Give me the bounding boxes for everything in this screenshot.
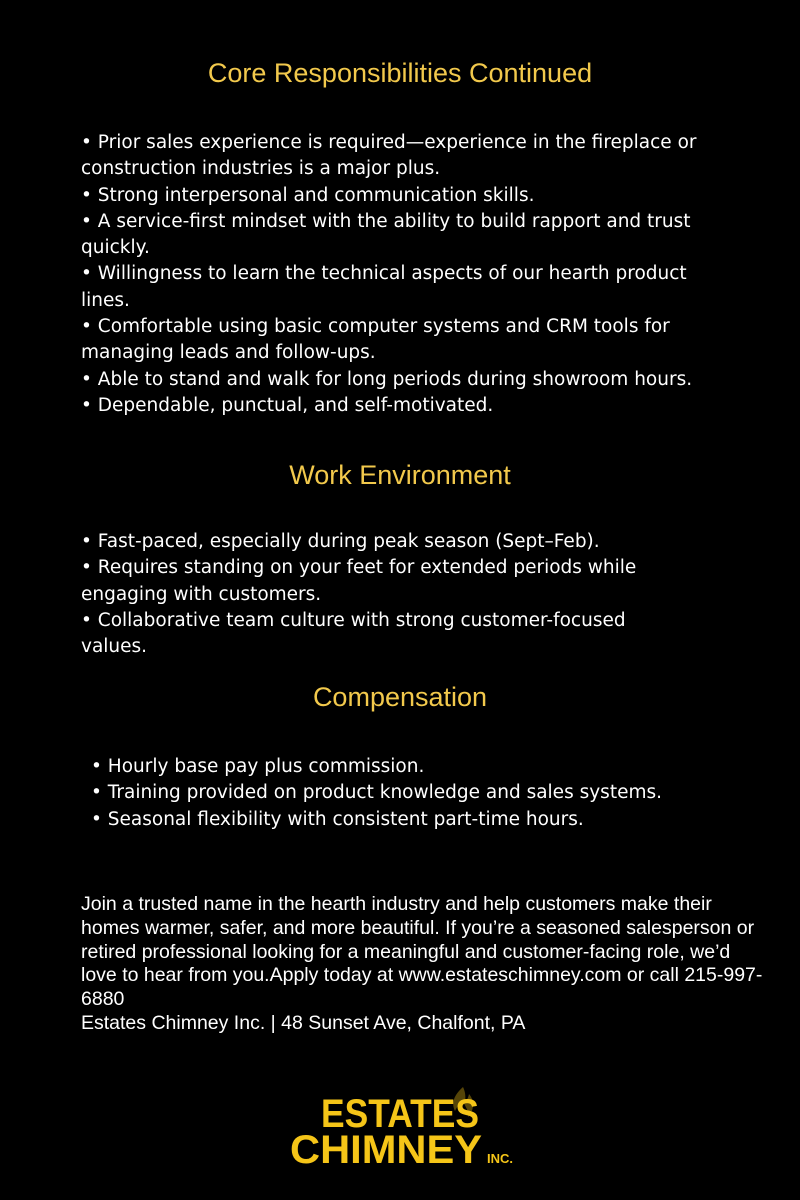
closing-paragraph: Join a trusted name in the hearth industry and help customers make their homes warmer, safer, and more beautiful. If you’re a seasoned salesperson or retired professional looking for a meaningful and customer-facing role, we’d love to hear from you.Apply today at www.estateschimney.com or call 215-997-6880 <box>81 893 763 1011</box>
logo-word-estates: ESTATES <box>321 1092 479 1136</box>
estates-chimney-logo <box>280 1085 540 1170</box>
logo-suffix-inc: INC. <box>487 1151 513 1166</box>
list-item: • Able to stand and walk for long periods during showroom hours. <box>81 368 693 390</box>
list-item: • Requires standing on your feet for extended periods while engaging with customers. <box>81 557 637 605</box>
list-item: • Hourly base pay plus commission. <box>91 756 425 777</box>
list-item: • Seasonal flexibility with consistent part-time hours. <box>91 808 584 830</box>
company-address: Estates Chimney Inc. | 48 Sunset Ave, Chalfont, PA <box>81 1011 526 1034</box>
list-item: • Prior sales experience is required—experience in the fireplace or construction industries is a major plus. <box>81 132 697 180</box>
list-item: • Training provided on product knowledge and sales systems. <box>91 782 662 804</box>
heading-compensation: Compensation <box>312 682 488 712</box>
heading-core-responsibilities: Core Responsibilities Continued <box>207 58 593 88</box>
list-item: • Willingness to learn the technical aspects of our hearth product lines. <box>81 263 687 311</box>
list-item: • A service-first mindset with the ability to build rapport and trust quickly. <box>81 210 691 259</box>
list-item: • Strong interpersonal and communication skills. <box>81 184 535 206</box>
logo-word-chimney: CHIMNEY <box>290 1128 483 1170</box>
work-environment-list <box>81 529 681 660</box>
closing-text <box>81 893 771 1036</box>
list-item: • Dependable, punctual, and self-motivated. <box>81 394 494 416</box>
list-item: • Comfortable using basic computer systems and CRM tools for managing leads and follow-ups. <box>81 316 670 364</box>
core-responsibilities-list <box>81 130 741 419</box>
list-item: • Fast-paced, especially during peak season (Sept–Feb). <box>81 531 600 552</box>
heading-work-environment: Work Environment <box>289 460 511 490</box>
compensation-list <box>91 754 751 833</box>
list-item: • Collaborative team culture with strong customer-focused values. <box>81 609 626 658</box>
